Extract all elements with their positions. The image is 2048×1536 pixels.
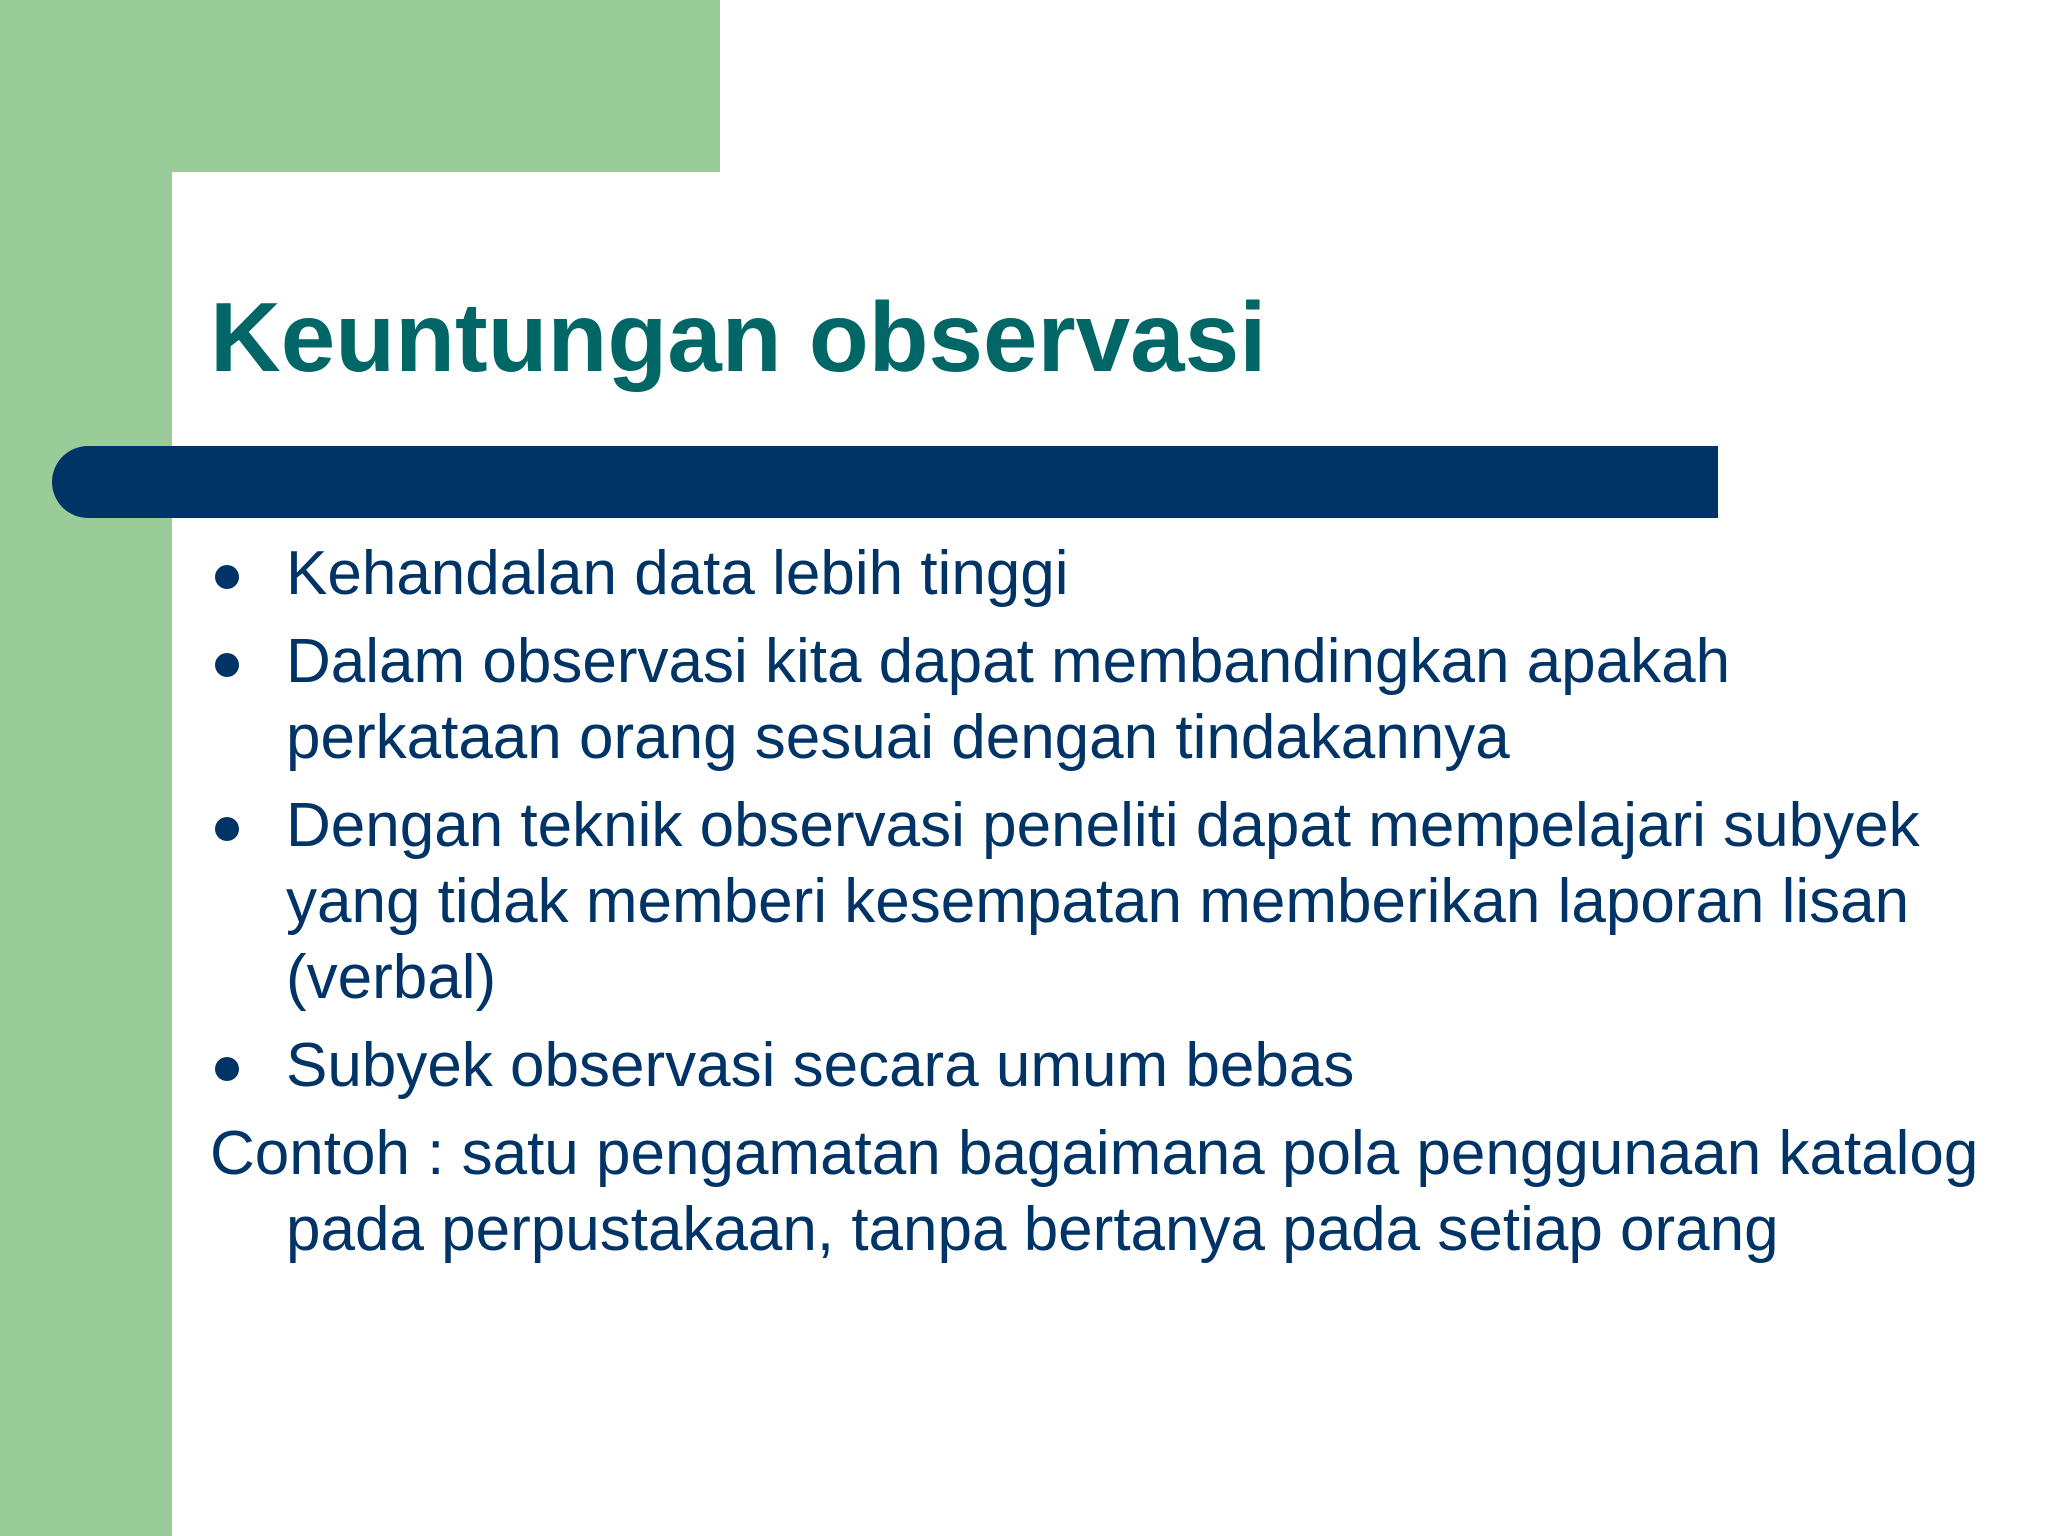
bullet-icon	[215, 817, 239, 841]
title-divider-bar	[52, 446, 1718, 518]
bullet-icon	[215, 565, 239, 589]
bullet-icon	[215, 653, 239, 677]
bullet-icon	[215, 1057, 239, 1081]
bullet-item	[210, 536, 1990, 612]
bullet-text: Dengan teknik observasi peneliti dapat mempelajari subyek yang tidak memberi kesempatan memberikan laporan lisan (verbal)	[286, 791, 1920, 1012]
bullet-item	[210, 1028, 1990, 1104]
bullet-text: Subyek observasi secara umum bebas	[286, 1031, 1355, 1100]
example-paragraph: Contoh : satu pengamatan bagaimana pola penggunaan katalog pada perpustakaan, tanpa bertanya pada setiap orang	[210, 1119, 1979, 1264]
bullet-item	[210, 788, 1990, 1016]
slide-body	[210, 536, 1990, 1268]
bullet-item	[210, 624, 1990, 776]
green-side-bar	[0, 0, 172, 1536]
bullet-text: Kehandalan data lebih tinggi	[286, 539, 1069, 608]
bullet-text: Dalam observasi kita dapat membandingkan apakah perkataan orang sesuai dengan tindakannya	[286, 627, 1731, 772]
slide-title: Keuntungan observasi	[210, 282, 1267, 392]
